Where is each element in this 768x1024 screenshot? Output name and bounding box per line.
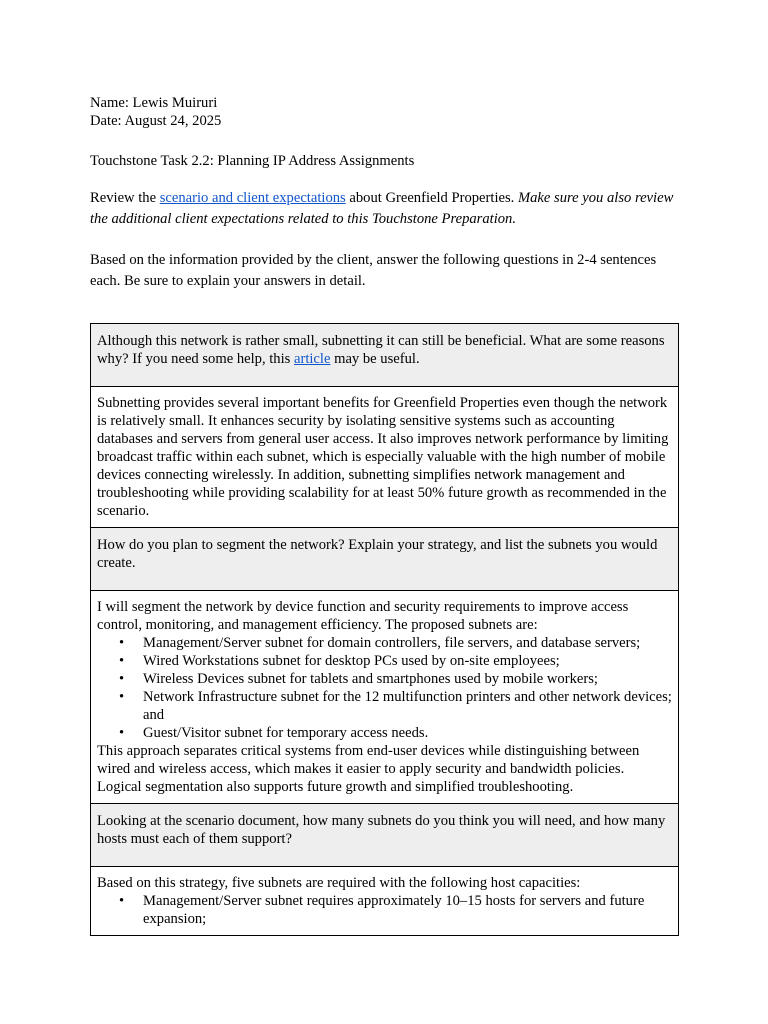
table-row: [91, 387, 679, 528]
answer-1-cell: Subnetting provides several important benefits for Greenfield Properties even though the network is relatively small. It enhances security by isolating sensitive systems such as accounting databases and servers from general user access. It also improves network performance by limiting broadcast traffic within each subnet, which is especially valuable with the high number of mobile devices connecting wirelessly. In addition, subnetting simplifies network management and troubleshooting while providing scalability for at least 50% future growth as recommended in the scenario.: [91, 387, 679, 528]
table-row: [91, 591, 679, 804]
task-title: Touchstone Task 2.2: Planning IP Address Assignments: [90, 153, 415, 169]
instructions-paragraph: Based on the information provided by the client, answer the following questions in 2-4 sentences each. Be sure to explain your answers in detail.: [90, 252, 657, 289]
table-row: [91, 324, 679, 387]
review-prefix: Review the: [90, 190, 160, 206]
date-line: Date: August 24, 2025: [90, 113, 222, 129]
question-1-cell: [91, 324, 679, 387]
question-1-prefix: Although this network is rather small, subnetting it can still be beneficial. What are some reasons why? If you need some help, this: [97, 333, 665, 367]
answer-2-intro: I will segment the network by device function and security requirements to improve access control, monitoring, and management efficiency. The proposed subnets are:: [97, 599, 629, 633]
scenario-link[interactable]: scenario and client expectations: [159, 190, 346, 206]
article-link[interactable]: article: [293, 351, 331, 367]
list-item: • Wired Workstations subnet for desktop PCs used by on-site employees;: [143, 652, 672, 670]
subnet-list: [97, 634, 672, 742]
question-3-cell: Looking at the scenario document, how many subnets do you think you will need, and how many hosts must each of them support?: [91, 804, 679, 867]
list-item: • Guest/Visitor subnet for temporary access needs.: [143, 724, 672, 742]
table-row: [91, 528, 679, 591]
answer-3-intro: Based on this strategy, five subnets are required with the following host capacities:: [97, 875, 581, 891]
name-line: Name: Lewis Muiruri: [90, 95, 218, 111]
table-row: [91, 804, 679, 867]
answer-3-cell: [91, 867, 679, 936]
question-2-cell: How do you plan to segment the network? Explain your strategy, and list the subnets you would create.: [91, 528, 679, 591]
answer-2-cell: [91, 591, 679, 804]
questions-table: [90, 323, 679, 936]
list-item: • Network Infrastructure subnet for the 12 multifunction printers and other network devices; and: [143, 688, 672, 724]
list-item: • Management/Server subnet for domain controllers, file servers, and database servers;: [143, 634, 672, 652]
review-paragraph: [90, 188, 682, 230]
question-1-suffix: may be useful.: [330, 351, 420, 367]
table-row: [91, 867, 679, 936]
answer-2-outro: This approach separates critical systems from end-user devices while distinguishing between wired and wireless access, which makes it easier to apply security and bandwidth policies. Logical segmentation also supports future growth and simplified troubleshooting.: [97, 743, 640, 795]
review-italic-note: Make sure you also review the additional client expectations related to this Touchstone Preparation.: [90, 190, 674, 227]
review-suffix: about Greenfield Properties.: [345, 190, 518, 206]
host-capacity-list: [97, 892, 672, 928]
list-item: • Wireless Devices subnet for tablets and smartphones used by mobile workers;: [143, 670, 672, 688]
list-item: • Management/Server subnet requires approximately 10–15 hosts for servers and future expansion;: [143, 892, 672, 928]
